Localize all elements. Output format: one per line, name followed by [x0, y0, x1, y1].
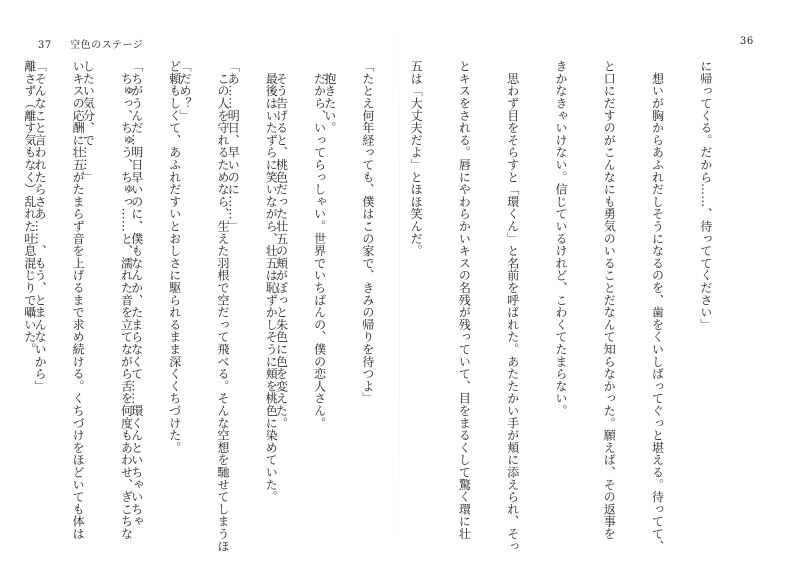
text-line: ど頼もしくて、あふれだすいとおしさに駆られるまま深くくちづけた。: [167, 60, 182, 454]
text-line: に帰ってくる。だから……、待っててください」: [698, 60, 713, 331]
text-line: 「あ……明日、早いのに……」: [226, 60, 241, 233]
text-line: いキスの応酬に壮五がたまらず音を上げるまで求め続ける。くちづけをほどいても体は: [71, 60, 86, 540]
text-line: 思わず目をそらすと「環くん」と名前を呼ばれた。あたたかい手が頬に添えられ、そっ: [505, 60, 520, 552]
text-line: とキスをされる。唇にやわらかいキスの名残が残っていて、目をまるくして驚く環に壮: [457, 60, 472, 540]
text-line: この人を守れるためなら、生えた羽根で空だって飛べる。そんな空想を馳せてしまうほ: [216, 60, 230, 552]
text-line: 「だめ？」: [177, 60, 192, 122]
right-page-number: 36: [740, 36, 754, 47]
text-line: 五は「大丈夫だよ」とほほ笑んだ。: [409, 60, 424, 257]
text-line: 想いが胸からあふれだしそうになるのを、歯をくいしばってぐっと堪える。待ってて、: [650, 60, 665, 552]
text-line: そう告げると、桃色だった壮五の頬がぼっと朱色に色を変えた。: [274, 60, 289, 429]
text-line: 「ちがうんだ…明日早いのに、僕もなんか、たまらなくて……環くんといちゃいちゃ: [129, 60, 144, 528]
text-line: 「そんなこと言われたらさあ……、もう、とまんないから」: [33, 60, 48, 393]
text-line: と口にだすのがこんなにも勇気のいることだなんて知らなかった。願えば、その返事を: [602, 60, 617, 540]
text-line: ちゅっ、ちゅう、ちゅっ……と、濡れた音を立てながら舌を何度もあわせ、ぎこちな: [119, 60, 134, 540]
text-line: 抱きたい。: [322, 60, 337, 134]
text-line: 「たとえ何年経っても、僕はこの家で、きみの帰りを待つよ」: [360, 60, 375, 405]
right-page-header: [740, 36, 754, 47]
text-line: したい気分、で……」: [81, 60, 96, 183]
text-line: だから、いってらっしゃい。世界でいちばんの、僕の恋人さん。: [312, 60, 327, 429]
text-line: 最後はいたずらに笑いながら、壮五は恥ずかしそうに頬を桃色に染めていた。: [264, 60, 279, 503]
running-title: 空色のステージ: [70, 40, 144, 51]
left-page-number: 37: [38, 40, 52, 51]
text-line: 離さず（離す気もなく）乱れた吐息混じりで囁いた。: [22, 60, 37, 356]
text-line: きかなきゃいけない。信じているけれど、こわくてたまらない。: [553, 60, 568, 417]
left-page-header: [38, 36, 143, 51]
